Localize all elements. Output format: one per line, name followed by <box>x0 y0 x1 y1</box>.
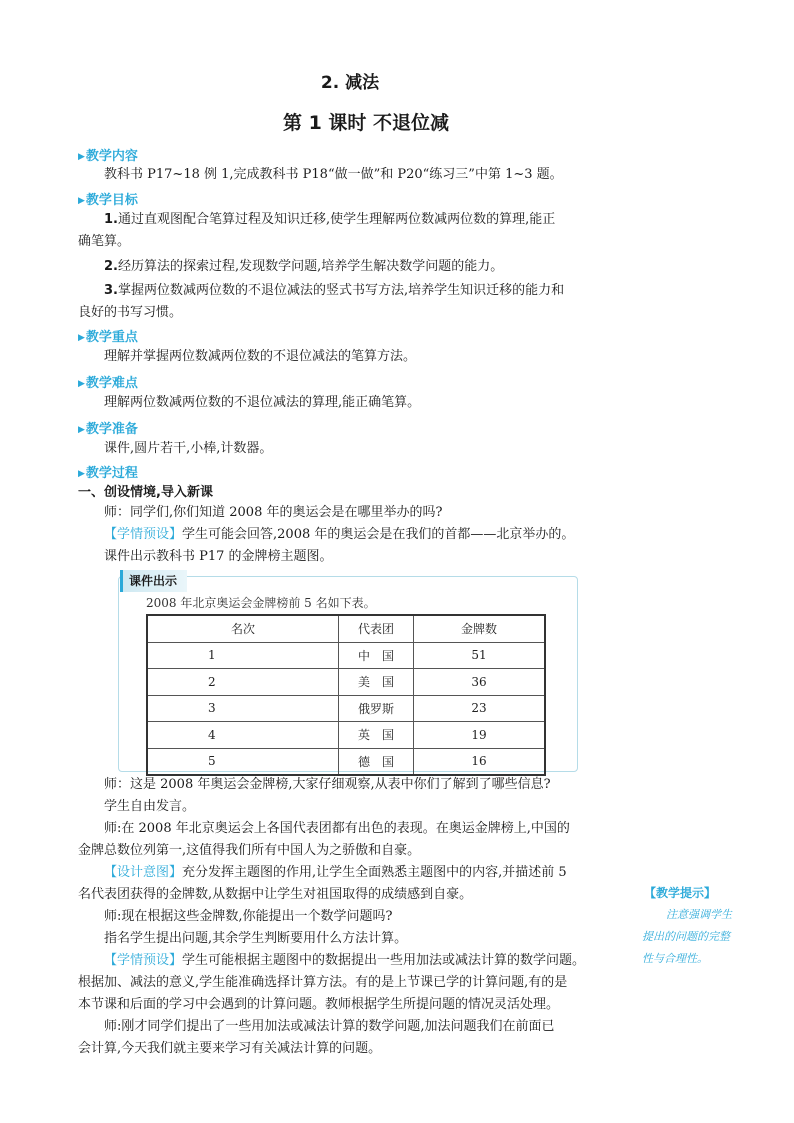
process-line-2: 【学情预设】学生可能会回答,2008 年的奥运会是在我们的首都——北京举办的。 <box>104 527 575 542</box>
table-row <box>147 722 545 749</box>
key-text: 理解并掌握两位数减两位数的不退位减法的笔算方法。 <box>104 349 417 364</box>
section-goals-label: ▶教学目标 <box>78 193 138 208</box>
process-line-1: 师：同学们,你们知道 2008 年的奥运会是在哪里举办的吗? <box>104 505 443 520</box>
goal-3-line-2: 良好的书写习惯。 <box>78 305 183 320</box>
process-line-11a: 师:刚才同学们提出了一些用加法或减法计算的数学问题,加法问题我们在前面已 <box>104 1019 555 1034</box>
difficult-text: 理解两位数减两位数的不退位减法的算理,能正确笔算。 <box>104 395 421 410</box>
triangle-marker-icon: ▶ <box>78 152 85 162</box>
medal-table <box>146 614 546 776</box>
table-cell: 3 <box>147 695 339 722</box>
process-line-5: 学生自由发言。 <box>104 799 196 814</box>
side-note-title: 【教学提示】 <box>644 886 717 900</box>
section-process-label: ▶教学过程 <box>78 466 138 481</box>
table-cell: 5 <box>147 748 339 775</box>
content-text: 教科书 P17~18 例 1,完成教科书 P18“做一做”和 P20“练习三”中第 1~3 题。 <box>104 167 563 182</box>
goal-3-line-1: 3.掌握两位数减两位数的不退位减法的竖式书写方法,培养学生知识迁移的能力和 <box>104 283 565 298</box>
courseware-intro: 2008 年北京奥运会金牌榜前 5 名如下表。 <box>146 596 376 610</box>
step-1-heading: 一、创设情境,导入新课 <box>78 485 213 500</box>
triangle-marker-icon: ▶ <box>78 379 85 389</box>
process-line-10c: 本节课和后面的学习中会遇到的计算问题。教师根据学生所提问题的情况灵活处理。 <box>78 997 560 1012</box>
chapter-title: 2. 减法 <box>320 73 380 93</box>
table-cell: 俄罗斯 <box>339 695 414 722</box>
table-cell: 16 <box>414 748 546 775</box>
triangle-marker-icon: ▶ <box>78 469 85 479</box>
table-row <box>147 695 545 722</box>
process-line-11b: 会计算,今天我们就主要来学习有关减法计算的问题。 <box>78 1041 382 1056</box>
goal-1-line-1: 1.通过直观图配合笔算过程及知识迁移,使学生理解两位数减两位数的算理,能正 <box>104 212 556 227</box>
process-line-6a: 师:在 2008 年北京奥运会上各国代表团都有出色的表现。在奥运金牌榜上,中国的 <box>104 821 570 836</box>
table-cell: 2 <box>147 669 339 696</box>
table-cell: 1 <box>147 642 339 669</box>
table-row <box>147 748 545 775</box>
courseware-label: 课件出示 <box>120 570 187 592</box>
process-line-10b: 根据加、减法的意义,学生能准确选择计算方法。有的是上节课已学的计算问题,有的是 <box>78 975 568 990</box>
triangle-marker-icon: ▶ <box>78 333 85 343</box>
table-cell: 美 国 <box>339 669 414 696</box>
side-note-text: 注意强调学生 提出的问题的完整 性与合理性。 <box>642 908 732 965</box>
process-line-6b: 金牌总数位列第一,这值得我们所有中国人为之骄傲和自豪。 <box>78 843 421 858</box>
table-cell: 4 <box>147 722 339 749</box>
table-row <box>147 642 545 669</box>
table-cell: 德 国 <box>339 748 414 775</box>
process-line-7a: 【设计意图】充分发挥主题图的作用,让学生全面熟悉主题图中的内容,并描述前 5 <box>104 865 567 880</box>
section-prep-label: ▶教学准备 <box>78 422 138 437</box>
table-cell: 英 国 <box>339 722 414 749</box>
process-line-10a: 【学情预设】学生可能根据主题图中的数据提出一些用加法或减法计算的数学问题。 <box>104 953 586 968</box>
process-line-3: 课件出示教科书 P17 的金牌榜主题图。 <box>104 549 333 564</box>
process-line-9: 指名学生提出问题,其余学生判断要用什么方法计算。 <box>104 931 408 946</box>
table-header: 名次 <box>147 615 339 642</box>
process-line-4: 师：这是 2008 年奥运会金牌榜,大家仔细观察,从表中你们了解到了哪些信息? <box>104 777 551 792</box>
table-cell: 51 <box>414 642 546 669</box>
table-header-row <box>147 615 545 642</box>
process-line-7b: 名代表团获得的金牌数,从数据中让学生对祖国取得的成绩感到自豪。 <box>78 887 473 902</box>
table-cell: 23 <box>414 695 546 722</box>
section-content-label: ▶教学内容 <box>78 149 138 164</box>
process-line-8: 师:现在根据这些金牌数,你能提出一个数学问题吗? <box>104 909 393 924</box>
table-row <box>147 669 545 696</box>
table-cell: 中 国 <box>339 642 414 669</box>
prep-text: 课件,圆片若干,小棒,计数器。 <box>104 441 273 456</box>
table-cell: 36 <box>414 669 546 696</box>
table-header: 代表团 <box>339 615 414 642</box>
lesson-title: 第 1 课时 不退位减 <box>282 112 450 134</box>
triangle-marker-icon: ▶ <box>78 196 85 206</box>
table-header: 金牌数 <box>414 615 546 642</box>
section-key-label: ▶教学重点 <box>78 330 138 345</box>
goal-1-line-2: 确笔算。 <box>78 234 131 249</box>
table-cell: 19 <box>414 722 546 749</box>
goal-2: 2.经历算法的探索过程,发现数学问题,培养学生解决数学问题的能力。 <box>104 259 504 274</box>
section-difficult-label: ▶教学难点 <box>78 376 138 391</box>
triangle-marker-icon: ▶ <box>78 425 85 435</box>
